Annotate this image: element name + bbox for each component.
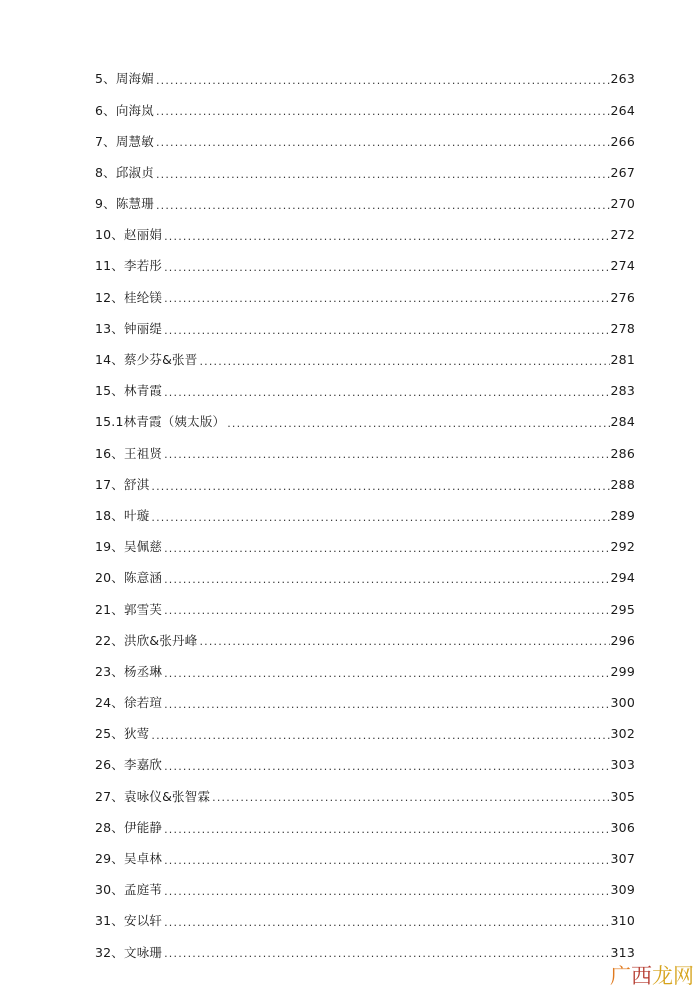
toc-entry <box>95 314 635 345</box>
toc-page-number: 278 <box>610 320 635 336</box>
toc-page-number: 267 <box>610 164 635 180</box>
toc-entry-title: 17、舒淇 <box>95 476 150 492</box>
toc-entry <box>95 844 635 875</box>
toc-entry <box>95 407 635 438</box>
toc-page-number: 292 <box>610 539 635 555</box>
toc-entry-title: 10、赵丽娟 <box>95 227 163 243</box>
toc-page-number: 295 <box>610 601 635 617</box>
toc-entry <box>95 532 635 563</box>
toc-page-number: 307 <box>610 851 635 867</box>
toc-entry-title: 8、邱淑贞 <box>95 164 154 180</box>
toc-entry <box>95 64 635 95</box>
toc-dot-leader <box>164 605 609 616</box>
toc-entry-title: 18、叶璇 <box>95 507 150 523</box>
toc-entry-title: 22、洪欣&张丹峰 <box>95 632 198 648</box>
toc-dot-leader <box>156 106 610 117</box>
toc-page-number: 274 <box>610 258 635 274</box>
toc-page-number: 263 <box>610 71 635 87</box>
toc-dot-leader <box>164 761 609 772</box>
toc-dot-leader <box>156 200 610 211</box>
toc-entry <box>95 189 635 220</box>
toc-entry-title: 25、狄莺 <box>95 726 150 742</box>
toc-page-number: 303 <box>610 757 635 773</box>
toc-page-number: 272 <box>610 227 635 243</box>
toc-dot-leader <box>164 543 609 554</box>
toc-entry-title: 5、周海媚 <box>95 71 154 87</box>
toc-dot-leader <box>199 636 609 647</box>
toc-entry <box>95 282 635 313</box>
toc-dot-leader <box>164 325 609 336</box>
toc-entry <box>95 345 635 376</box>
toc-page-number: 276 <box>610 289 635 305</box>
toc-dot-leader <box>164 668 609 679</box>
watermark-char: 广 <box>610 964 631 988</box>
toc-dot-leader <box>164 948 609 959</box>
toc-entry <box>95 719 635 750</box>
toc-dot-leader <box>164 824 609 835</box>
toc-entry-title: 30、孟庭苇 <box>95 882 163 898</box>
toc-page-number: 302 <box>610 726 635 742</box>
toc-entry <box>95 625 635 656</box>
toc-entry-title: 13、钟丽缇 <box>95 320 163 336</box>
toc-entry-title: 9、陈慧珊 <box>95 196 154 212</box>
toc-page-number: 294 <box>610 570 635 586</box>
toc-entry <box>95 501 635 532</box>
toc-entry-title: 32、文咏珊 <box>95 944 163 960</box>
toc-entry <box>95 438 635 469</box>
toc-page-number: 266 <box>610 133 635 149</box>
toc-entry <box>95 376 635 407</box>
toc-entry <box>95 937 635 968</box>
toc-dot-leader <box>164 293 609 304</box>
toc-entry <box>95 469 635 500</box>
toc-entry-title: 6、向海岚 <box>95 102 154 118</box>
toc-entry <box>95 813 635 844</box>
toc-page-number: 300 <box>610 695 635 711</box>
toc-entry <box>95 688 635 719</box>
toc-entry <box>95 126 635 157</box>
toc-page-number: 270 <box>610 196 635 212</box>
toc-page-number: 310 <box>610 913 635 929</box>
toc-entry <box>95 158 635 189</box>
toc-page-number: 296 <box>610 632 635 648</box>
toc-entry-title: 16、王祖贤 <box>95 445 163 461</box>
toc-dot-leader <box>227 418 609 429</box>
toc-dot-leader <box>156 137 610 148</box>
toc-page-number: 288 <box>610 476 635 492</box>
toc-page-number: 281 <box>610 352 635 368</box>
toc-entry-title: 7、周慧敏 <box>95 133 154 149</box>
toc-dot-leader <box>164 574 609 585</box>
toc-dot-leader <box>156 169 610 180</box>
toc-entry-title: 11、李若彤 <box>95 258 163 274</box>
toc-page-number: 309 <box>610 882 635 898</box>
toc-entry <box>95 251 635 282</box>
site-watermark <box>610 966 694 987</box>
toc-page-number: 264 <box>610 102 635 118</box>
toc-entry <box>95 781 635 812</box>
toc-entry <box>95 750 635 781</box>
watermark-text: 龙网 <box>652 964 694 988</box>
toc-dot-leader <box>151 512 609 523</box>
toc-entry-title: 15.1林青霞（姨太版） <box>95 414 226 430</box>
toc-entry <box>95 875 635 906</box>
toc-entry-title: 14、蔡少芬&张晋 <box>95 352 198 368</box>
toc-dot-leader <box>164 855 609 866</box>
toc-dot-leader <box>151 481 609 492</box>
toc-page-number: 283 <box>610 383 635 399</box>
toc-dot-leader <box>164 262 609 273</box>
toc-page-number: 299 <box>610 663 635 679</box>
toc-entry-title: 26、李嘉欣 <box>95 757 163 773</box>
toc-entry-title: 29、吴卓林 <box>95 851 163 867</box>
toc-entry <box>95 657 635 688</box>
toc-entry-title: 15、林青霞 <box>95 383 163 399</box>
toc-dot-leader <box>199 356 609 367</box>
toc-entry-title: 20、陈意涵 <box>95 570 163 586</box>
toc-dot-leader <box>156 75 610 86</box>
toc-page-number: 286 <box>610 445 635 461</box>
toc-page-number: 289 <box>610 507 635 523</box>
toc-dot-leader <box>151 730 609 741</box>
toc-dot-leader <box>212 792 609 803</box>
toc-entry <box>95 563 635 594</box>
toc-entry-title: 12、桂纶镁 <box>95 289 163 305</box>
toc-entry <box>95 906 635 937</box>
toc-page-number: 313 <box>610 944 635 960</box>
toc-entry-title: 24、徐若瑄 <box>95 695 163 711</box>
toc-dot-leader <box>164 917 609 928</box>
toc-entry <box>95 220 635 251</box>
toc-entry-title: 28、伊能静 <box>95 819 163 835</box>
toc-entry-title: 23、杨丞琳 <box>95 663 163 679</box>
table-of-contents <box>95 64 635 968</box>
toc-page-number: 305 <box>610 788 635 804</box>
toc-entry <box>95 594 635 625</box>
toc-entry-title: 21、郭雪芙 <box>95 601 163 617</box>
toc-entry-title: 27、袁咏仪&张智霖 <box>95 788 211 804</box>
toc-dot-leader <box>164 387 609 398</box>
toc-dot-leader <box>164 231 609 242</box>
toc-dot-leader <box>164 699 609 710</box>
toc-dot-leader <box>164 449 609 460</box>
toc-dot-leader <box>164 886 609 897</box>
watermark-char: 西 <box>631 964 652 988</box>
toc-entry <box>95 95 635 126</box>
toc-page-number: 284 <box>610 414 635 430</box>
toc-entry-title: 31、安以轩 <box>95 913 163 929</box>
toc-page-number: 306 <box>610 819 635 835</box>
toc-entry-title: 19、吴佩慈 <box>95 539 163 555</box>
